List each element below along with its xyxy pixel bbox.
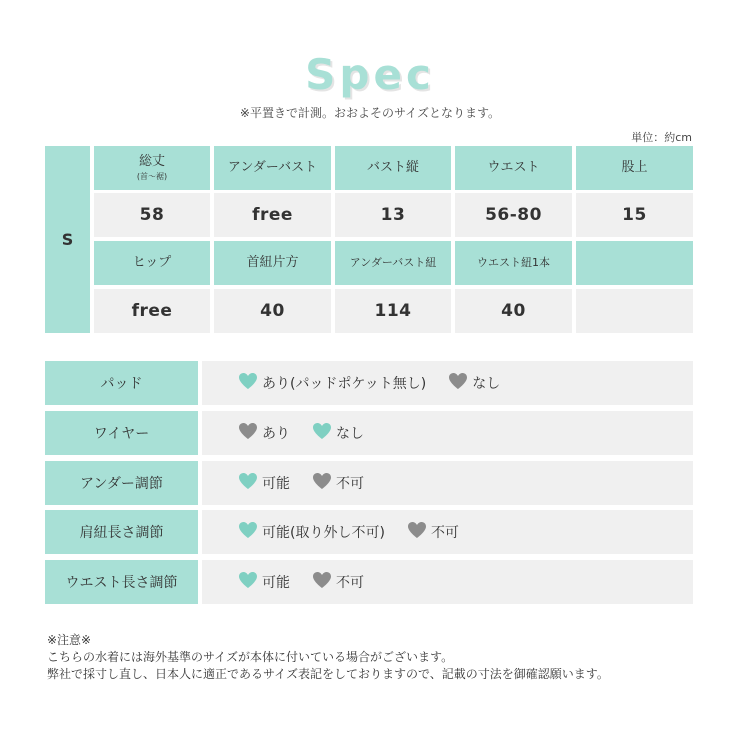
- notes: [47, 632, 609, 683]
- header-empty: [576, 241, 693, 285]
- heart-icon: [312, 472, 336, 494]
- value-waist-strap: 40: [455, 289, 572, 333]
- value-waist: 56-80: [455, 193, 572, 237]
- spec-label: パッド: [45, 361, 198, 405]
- heart-icon: [238, 571, 262, 593]
- spec-option: [238, 521, 385, 543]
- heart-icon: [238, 472, 262, 494]
- value-total-length: 58: [94, 193, 210, 237]
- measurement-note: ※平置きで計測。おおよそのサイズとなります。: [239, 106, 501, 120]
- spec-option: [312, 422, 364, 444]
- spec-row-wire: [45, 411, 693, 455]
- header-bust-height: [335, 146, 451, 190]
- size-table: [45, 146, 693, 333]
- option-text: あり(パッドポケット無し): [262, 376, 427, 392]
- spec-option: [238, 422, 290, 444]
- option-text: なし: [336, 426, 364, 442]
- header-underbust: [214, 146, 331, 190]
- spec-options: [202, 361, 693, 405]
- spec-option: [238, 372, 426, 394]
- header-main-text: バスト縦: [366, 160, 419, 176]
- unit-label: 単位：約cm: [631, 131, 692, 144]
- spec-label: ウエスト長さ調節: [45, 560, 198, 604]
- spec-option: [238, 571, 290, 593]
- option-text: 可能: [262, 476, 290, 492]
- header-main-text: アンダーバスト: [227, 160, 318, 176]
- notes-line-2: 弊社で採寸し直し、日本人に適正であるサイズ表記をしておりますので、記載の寸法を御確認願います。: [47, 667, 609, 681]
- value-rise: 15: [576, 193, 693, 237]
- value-bust-height: 13: [335, 193, 451, 237]
- option-text: 可能: [262, 575, 290, 591]
- spec-option: [407, 521, 459, 543]
- spec-label: ワイヤー: [45, 411, 198, 455]
- header-waist-strap: [455, 241, 572, 285]
- header-main-text: 総丈: [138, 154, 165, 170]
- option-text: なし: [472, 376, 501, 392]
- spec-row-under-adjust: [45, 461, 693, 505]
- notes-heading: ※注意※: [47, 633, 92, 647]
- value-hip: free: [94, 289, 210, 333]
- spec-row-shoulder-adjust: [45, 510, 693, 554]
- spec-options: [202, 560, 693, 604]
- header-hip: [94, 241, 210, 285]
- spec-row-waist-adjust: [45, 560, 693, 604]
- spec-label: 肩紐長さ調節: [45, 510, 198, 554]
- value-underbust-strap: 114: [335, 289, 451, 333]
- header-main-text: 首紐片方: [246, 255, 299, 271]
- option-text: あり: [262, 426, 290, 442]
- value-neck-strap: 40: [214, 289, 331, 333]
- header-sub-text: (首〜裾): [136, 171, 168, 181]
- spec-option: [448, 372, 500, 394]
- spec-row-pad: [45, 361, 693, 405]
- heart-icon: [238, 372, 262, 394]
- spec-option: [312, 571, 364, 593]
- header-waist: [455, 146, 572, 190]
- heart-icon: [407, 521, 431, 543]
- page-title: Spec: [305, 50, 435, 99]
- spec-label: アンダー調節: [45, 461, 198, 505]
- heart-icon: [448, 372, 472, 394]
- option-text: 可能(取り外し不可): [262, 525, 385, 541]
- heart-icon: [238, 521, 262, 543]
- spec-options: [202, 510, 693, 554]
- header-underbust-strap: [335, 241, 451, 285]
- notes-line-1: こちらの水着には海外基準のサイズが本体に付いている場合がございます。: [47, 650, 454, 664]
- spec-options: [202, 411, 693, 455]
- header-main-text: ヒップ: [132, 255, 172, 271]
- spec-option: [238, 472, 290, 494]
- size-label: S: [45, 146, 90, 333]
- value-underbust: free: [214, 193, 331, 237]
- header-main-text: 股上: [621, 160, 648, 176]
- option-text: 不可: [336, 476, 364, 492]
- spec-option: [312, 472, 364, 494]
- header-total-length: [94, 146, 210, 190]
- header-main-text: ウエスト: [487, 160, 540, 176]
- heart-icon: [238, 422, 262, 444]
- header-rise: [576, 146, 693, 190]
- option-text: 不可: [430, 525, 459, 541]
- header-main-text: ウエスト紐1本: [477, 256, 550, 270]
- heart-icon: [312, 571, 336, 593]
- spec-options: [202, 461, 693, 505]
- option-text: 不可: [336, 575, 364, 591]
- heart-icon: [312, 422, 336, 444]
- header-main-text: アンダーバスト紐: [349, 256, 437, 270]
- value-empty: [576, 289, 693, 333]
- header-neck-strap: [214, 241, 331, 285]
